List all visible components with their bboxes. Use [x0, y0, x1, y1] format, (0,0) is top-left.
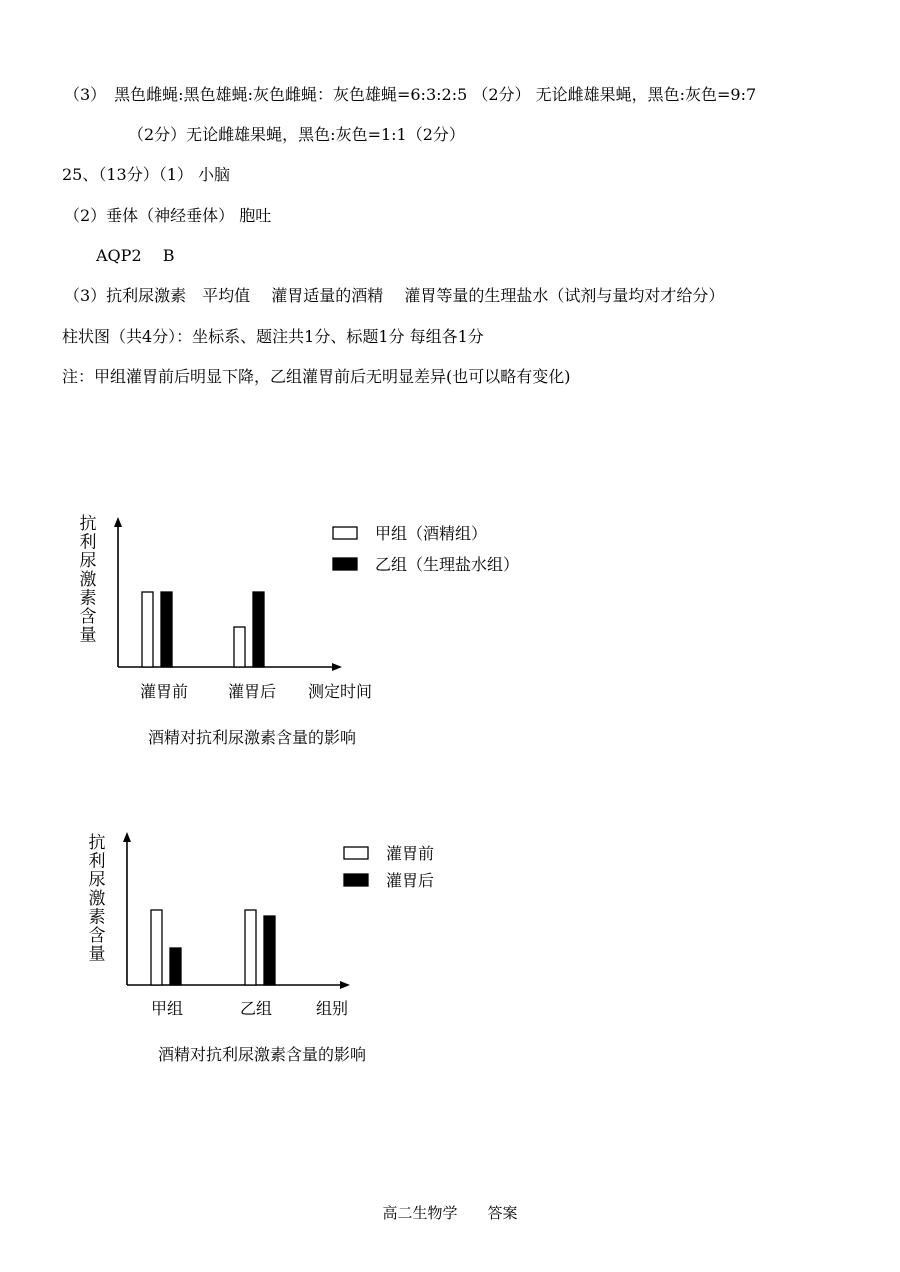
answer-line-3: （3） 黑色雌蝇:黑色雄蝇:灰色雌蝇：灰色雄蝇=6:3:2:5 （2分） 无论雌雄果蝇，黑色:灰色=9:7 [64, 85, 757, 104]
chart-1-legend [333, 524, 519, 574]
annotation-note: 注：甲组灌胃前后明显下降，乙组灌胃前后无明显差异(也可以略有变化) [62, 367, 571, 386]
chart-1-title: 酒精对抗利尿激素含量的影响 [147, 728, 357, 747]
chart-2-bar [245, 910, 256, 985]
chart-2-bars [151, 910, 275, 985]
chart-1-y-label-char: 激 [79, 569, 97, 590]
chart-2-y-axis-label [89, 833, 106, 965]
chart-1-bar [253, 592, 264, 667]
chart-2-y-label-char: 激 [88, 888, 106, 909]
chart-1-x-labels [140, 682, 372, 701]
chart-1-x-tick-label: 灌胃前 [139, 682, 189, 701]
chart-1-legend-label: 甲组（酒精组） [375, 524, 488, 543]
bar-chart-1 [0, 505, 900, 760]
chart-1-y-label-char: 尿 [79, 551, 97, 572]
chart-1-y-label-char: 抗 [79, 514, 97, 534]
question-25-header: 25、（13分）（1） 小脑 [62, 165, 230, 184]
chart-2-x-tick-label: 乙组 [239, 999, 273, 1018]
chart-1-y-label-char: 素 [79, 588, 97, 609]
chart-1-y-axis-label [80, 514, 97, 646]
chart-1-legend-swatch [333, 558, 357, 570]
chart-1-x-axis-arrow [332, 663, 342, 671]
chart-1-bar [142, 592, 153, 667]
chart-2-x-tick-label: 甲组 [150, 999, 184, 1018]
chart-1-legend-swatch [333, 527, 357, 539]
chart-2-bar [151, 910, 162, 985]
answer-25-2-cont: AQP2 B [96, 246, 175, 265]
chart-2-y-label-char: 抗 [88, 833, 106, 853]
answer-25-2: （2）垂体（神经垂体） 胞吐 [64, 206, 272, 225]
chart-2-y-label-char: 尿 [88, 870, 106, 891]
chart-1-x-tick-label: 灌胃后 [227, 682, 277, 701]
chart-2-title: 酒精对抗利尿激素含量的影响 [157, 1045, 367, 1064]
chart-1-bars [142, 592, 264, 667]
chart-2-bar [264, 916, 275, 985]
chart-2-x-labels [151, 999, 348, 1018]
chart-2-legend [344, 844, 434, 890]
answer-25-3: （3）抗利尿激素 平均值 灌胃适量的酒精 灌胃等量的生理盐水（试剂与量均对才给分） [64, 286, 725, 305]
grading-note: 柱状图（共4分）：坐标系、题注共1分、标题1分 每组各1分 [62, 327, 484, 346]
chart-1-legend-label: 乙组（生理盐水组） [375, 555, 520, 574]
chart-2-y-label-char: 量 [88, 944, 106, 965]
chart-2-y-label-char: 利 [88, 851, 106, 872]
chart-1-bar [161, 592, 172, 667]
chart-1-y-label-char: 量 [79, 625, 97, 646]
bar-chart-2 [0, 822, 900, 1072]
chart-2-y-label-char: 含 [88, 926, 106, 946]
chart-2-legend-swatch [344, 847, 368, 859]
chart-2-x-axis-title: 组别 [315, 999, 349, 1018]
chart-1-y-axis-arrow [114, 517, 122, 527]
chart-1-y-label-char: 利 [79, 532, 97, 553]
chart-2-legend-label: 灌胃后 [386, 871, 435, 890]
answer-line-3-cont: （2分）无论雌雄果蝇，黑色:灰色=1:1（2分） [128, 125, 465, 144]
chart-2-y-label-char: 素 [88, 907, 106, 928]
chart-2-legend-swatch [344, 874, 368, 886]
chart-2-legend-label: 灌胃前 [386, 844, 435, 863]
chart-1-y-label-char: 含 [79, 607, 97, 627]
chart-2-x-axis-arrow [340, 981, 350, 989]
chart-1-x-axis-title: 测定时间 [307, 682, 373, 701]
page-footer: 高二生物学 答案 [382, 1204, 518, 1222]
chart-2-y-axis-arrow [123, 832, 131, 842]
chart-1-bar [234, 627, 245, 667]
chart-2-bar [170, 948, 181, 985]
